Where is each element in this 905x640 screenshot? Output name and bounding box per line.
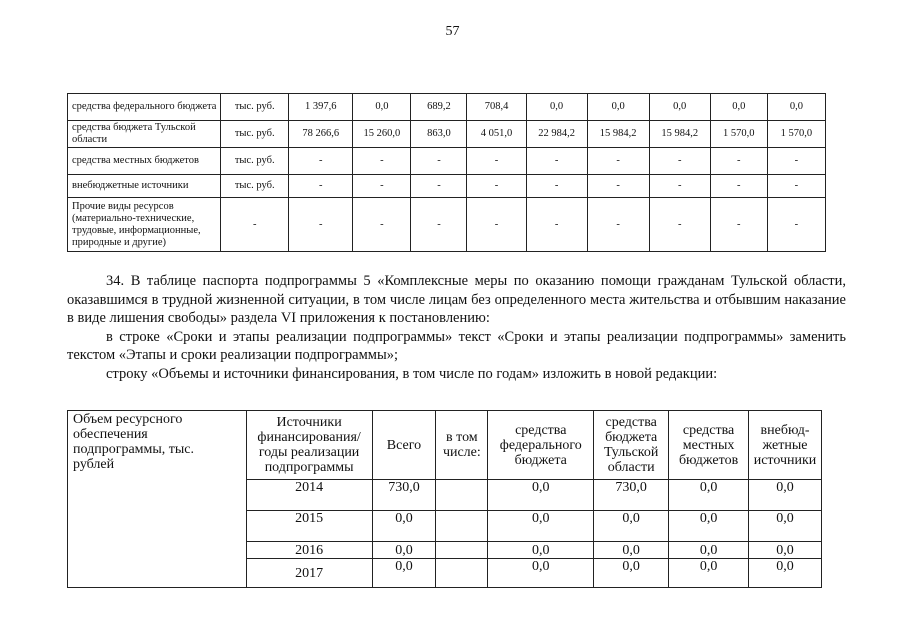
value-cell: - <box>353 175 411 198</box>
header-offbudget: внебюд-жетные источники <box>749 411 822 480</box>
value-cell: 0,0 <box>372 559 436 588</box>
value-cell: 0,0 <box>669 511 749 542</box>
value-cell: 863,0 <box>411 121 467 148</box>
value-cell: - <box>649 148 710 175</box>
value-cell: 15 984,2 <box>649 121 710 148</box>
value-cell: - <box>767 175 825 198</box>
header-local: средства местных бюджетов <box>669 411 749 480</box>
value-cell: 730,0 <box>372 480 436 511</box>
value-cell <box>436 480 488 511</box>
value-cell: 689,2 <box>411 94 467 121</box>
value-cell: - <box>289 148 353 175</box>
value-cell: 0,0 <box>669 559 749 588</box>
value-cell: - <box>710 148 767 175</box>
year-cell: 2015 <box>246 511 372 542</box>
value-cell: - <box>467 148 526 175</box>
value-cell: 730,0 <box>594 480 669 511</box>
value-cell: 0,0 <box>587 94 649 121</box>
value-cell: - <box>353 148 411 175</box>
value-cell: - <box>467 175 526 198</box>
value-cell: 0,0 <box>488 480 594 511</box>
value-cell: 0,0 <box>594 559 669 588</box>
unit-cell: - <box>221 198 289 252</box>
value-cell: 0,0 <box>594 511 669 542</box>
row-label: Прочие виды ресурсов (материально-технические, трудовые, информационные, природные и другие) <box>68 198 221 252</box>
header-total: Всего <box>372 411 436 480</box>
value-cell: - <box>767 148 825 175</box>
table-row <box>68 148 826 175</box>
paragraph: в строке «Сроки и этапы реализации подпрограммы» текст «Сроки и этапы реализации подпрограммы» заменить текстом «Этапы и сроки реализации подпрограммы»; <box>67 328 846 363</box>
value-cell: - <box>587 198 649 252</box>
value-cell: - <box>289 198 353 252</box>
value-cell: - <box>710 198 767 252</box>
value-cell: - <box>710 175 767 198</box>
value-cell: 1 570,0 <box>767 121 825 148</box>
value-cell: 15 984,2 <box>587 121 649 148</box>
value-cell <box>436 542 488 559</box>
header-sources: Источники финансирования/ годы реализации подпрограммы <box>246 411 372 480</box>
row-label: средства федерального бюджета <box>68 94 221 121</box>
value-cell: - <box>353 198 411 252</box>
value-cell: - <box>467 198 526 252</box>
header-regional: средства бюджета Тульской области <box>594 411 669 480</box>
resource-volume-label: Объем ресурсного обеспечения подпрограммы, тыс. рублей <box>68 411 247 588</box>
table-row <box>68 198 826 252</box>
value-cell: 1 397,6 <box>289 94 353 121</box>
value-cell: 78 266,6 <box>289 121 353 148</box>
funding-sources-table <box>67 93 826 252</box>
unit-cell: тыс. руб. <box>221 175 289 198</box>
value-cell: 1 570,0 <box>710 121 767 148</box>
value-cell: - <box>767 198 825 252</box>
value-cell: - <box>411 198 467 252</box>
value-cell: 0,0 <box>749 559 822 588</box>
value-cell: - <box>411 175 467 198</box>
value-cell: 0,0 <box>669 480 749 511</box>
value-cell: 0,0 <box>749 542 822 559</box>
header-incl: в том числе: <box>436 411 488 480</box>
header-federal: средства федерального бюджета <box>488 411 594 480</box>
paragraph: 34. В таблице паспорта подпрограммы 5 «Комплексные меры по оказанию помощи гражданам Тульской области, оказавшимся в трудной жизненной ситуации, в том числе лицам без определенного места жительства и отбывшим наказание в виде лишения свободы» раздела VI приложения к постановлению: <box>67 273 846 326</box>
row-label: внебюджетные источники <box>68 175 221 198</box>
value-cell: 4 051,0 <box>467 121 526 148</box>
value-cell: - <box>289 175 353 198</box>
resource-funding-table <box>67 410 822 588</box>
value-cell: 0,0 <box>372 542 436 559</box>
value-cell: - <box>526 175 587 198</box>
amendment-text <box>67 272 846 383</box>
value-cell: - <box>411 148 467 175</box>
paragraph: строку «Объемы и источники финансирования, в том числе по годам» изложить в новой редакции: <box>106 365 718 382</box>
value-cell: - <box>587 148 649 175</box>
row-label: средства местных бюджетов <box>68 148 221 175</box>
value-cell: 15 260,0 <box>353 121 411 148</box>
table-row <box>68 175 826 198</box>
value-cell: 0,0 <box>488 542 594 559</box>
value-cell: - <box>526 198 587 252</box>
value-cell: 0,0 <box>669 542 749 559</box>
value-cell: 0,0 <box>594 542 669 559</box>
table-header-row <box>68 411 822 480</box>
year-cell: 2014 <box>246 480 372 511</box>
value-cell: 708,4 <box>467 94 526 121</box>
value-cell <box>436 511 488 542</box>
table-row <box>68 94 826 121</box>
value-cell: 0,0 <box>749 511 822 542</box>
value-cell: - <box>526 148 587 175</box>
page-number: 57 <box>445 24 460 39</box>
value-cell: 0,0 <box>526 94 587 121</box>
value-cell: - <box>587 175 649 198</box>
unit-cell: тыс. руб. <box>221 94 289 121</box>
value-cell: 0,0 <box>649 94 710 121</box>
value-cell: 0,0 <box>488 559 594 588</box>
value-cell: 0,0 <box>767 94 825 121</box>
table-row <box>68 121 826 148</box>
unit-cell: тыс. руб. <box>221 148 289 175</box>
value-cell: 0,0 <box>353 94 411 121</box>
value-cell: 0,0 <box>710 94 767 121</box>
value-cell: 0,0 <box>749 480 822 511</box>
value-cell: 0,0 <box>488 511 594 542</box>
year-cell: 2016 <box>246 542 372 559</box>
unit-cell: тыс. руб. <box>221 121 289 148</box>
value-cell: - <box>649 175 710 198</box>
row-label: средства бюджета Тульской области <box>68 121 221 148</box>
value-cell <box>436 559 488 588</box>
year-cell: 2017 <box>246 559 372 588</box>
value-cell: 0,0 <box>372 511 436 542</box>
value-cell: 22 984,2 <box>526 121 587 148</box>
value-cell: - <box>649 198 710 252</box>
